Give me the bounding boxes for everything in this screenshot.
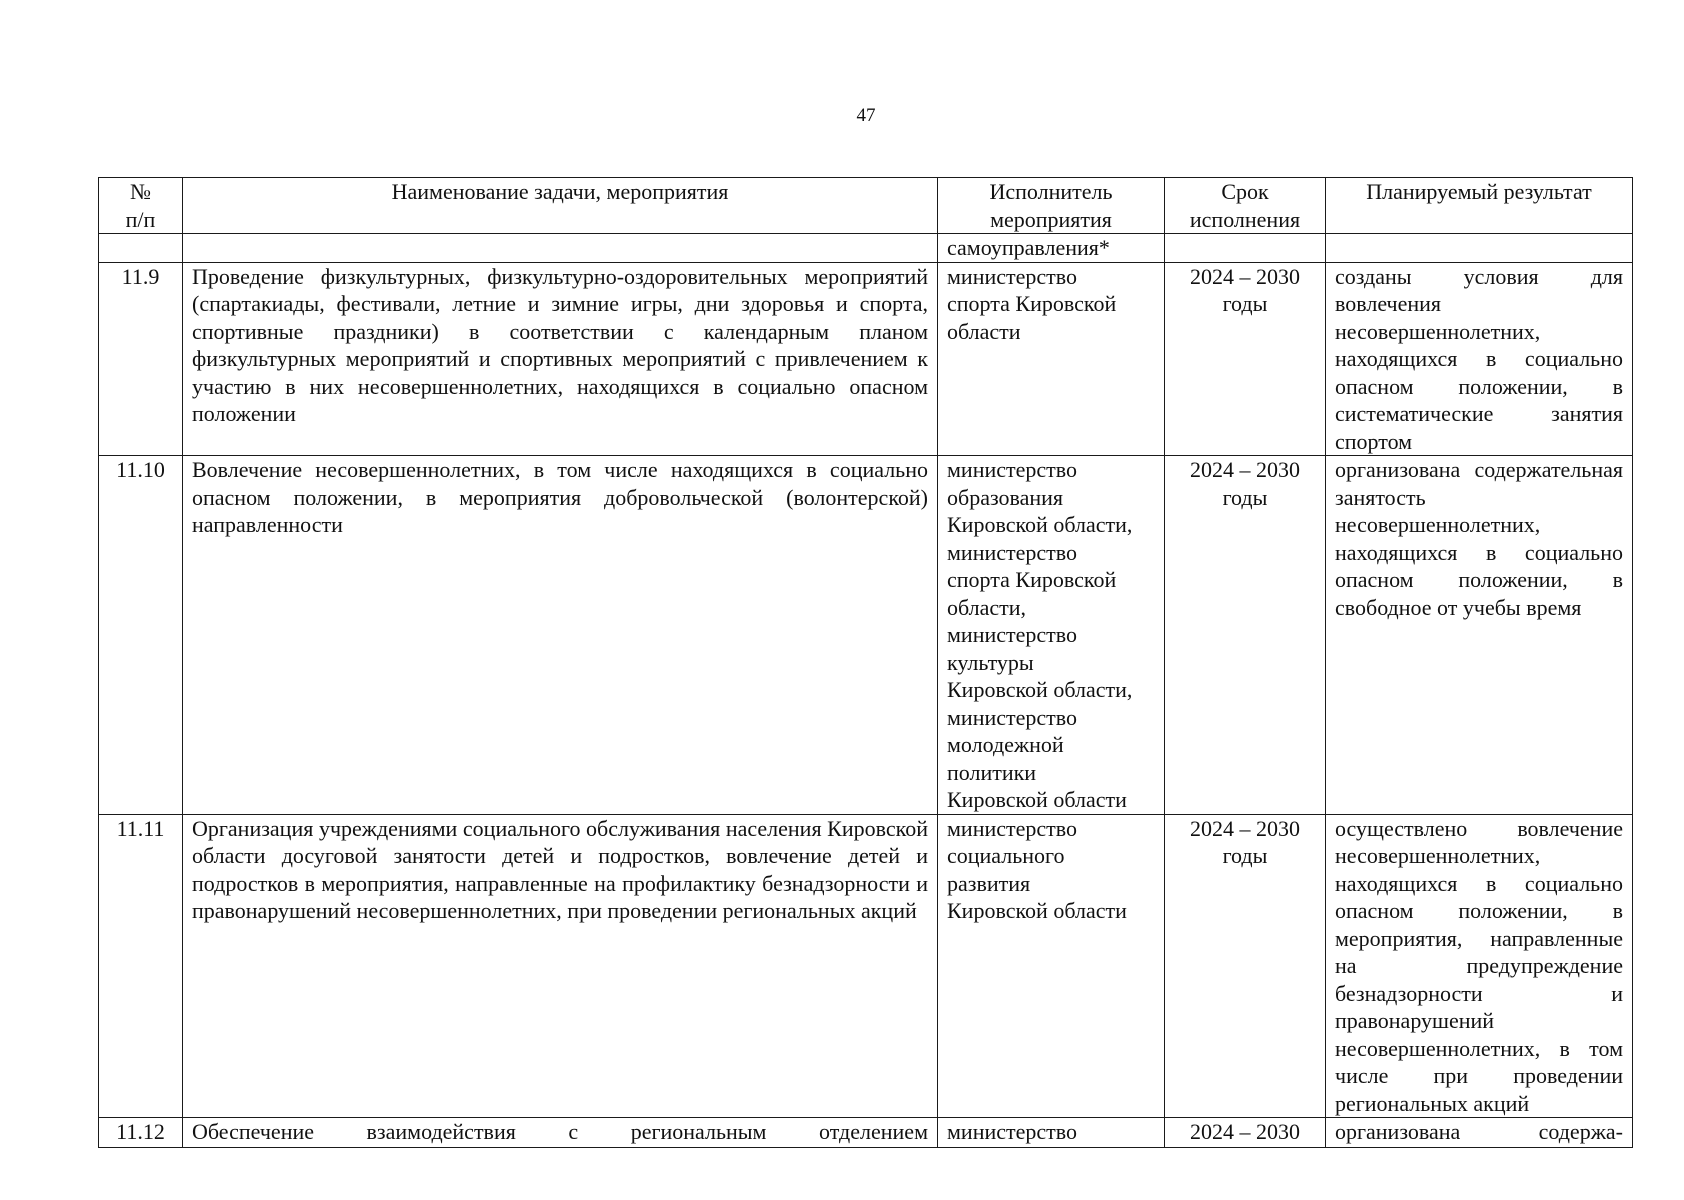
cell-result: организована содержательная занятость несовершеннолетних, находящихся в социально опасном положении, в свободное от учебы время (1326, 456, 1633, 815)
page-number: 47 (856, 105, 876, 126)
table-header-row (99, 178, 1633, 234)
cell-result (1326, 234, 1633, 263)
continuation-row (99, 234, 1633, 263)
cell-task: Вовлечение несовершеннолетних, в том числе находящихся в социально опасном положении, в мероприятия добровольческой (волонтерской) направленности (183, 456, 938, 815)
cell-task (183, 234, 938, 263)
header-result: Планируемый результат (1326, 178, 1633, 234)
cell-term: 2024 – 2030 годы (1165, 262, 1326, 456)
header-executor: Исполнитель мероприятия (938, 178, 1165, 234)
header-num: № п/п (99, 178, 183, 234)
cell-term (1165, 234, 1326, 263)
cell-task: Организация учреждениями социального обслуживания населения Кировской области досуговой занятости детей и подростков, вовлечение детей и подростков в мероприятия, направленные на профилактику безнадзорности и правонарушений несовершеннолетних, при проведении региональных акций (183, 814, 938, 1118)
cell-num: 11.9 (99, 262, 183, 456)
cell-num (99, 234, 183, 263)
cell-executor: министерство (938, 1118, 1165, 1148)
cell-num: 11.12 (99, 1118, 183, 1148)
cell-executor: министерство социального развития Кировской области (938, 814, 1165, 1118)
cell-num: 11.10 (99, 456, 183, 815)
cell-task: Проведение физкультурных, физкультурно-оздоровительных мероприятий (спартакиады, фестивали, летние и зимние игры, дни здоровья и спорта, спортивные праздники) в соответствии с календарным планом физкультурных мероприятий и спортивных мероприятий с привлечением к участию в них несовершеннолетних, находящихся в социально опасном положении (183, 262, 938, 456)
cell-executor: министерство спорта Кировской области (938, 262, 1165, 456)
header-term: Срок исполнения (1165, 178, 1326, 234)
cell-executor: министерство образования Кировской области, министерство спорта Кировской области, министерство культуры Кировской области, министерство молодежной политики Кировской области (938, 456, 1165, 815)
measures-table (98, 177, 1633, 1148)
cell-term: 2024 – 2030 (1165, 1118, 1326, 1148)
table-row (99, 262, 1633, 456)
cell-result: созданы условия для вовлечения несовершеннолетних, находящихся в социально опасном положении, в систематические занятия спортом (1326, 262, 1633, 456)
cell-task: Обеспечение взаимодействия с региональным отделением (183, 1118, 938, 1148)
header-task: Наименование задачи, мероприятия (183, 178, 938, 234)
table-row (99, 1118, 1633, 1148)
cell-result: организована содержа- (1326, 1118, 1633, 1148)
cell-result: осуществлено вовлечение несовершеннолетних, находящихся в социально опасном положении, в мероприятия, направленные на предупреждение безнадзорности и правонарушений несовершеннолетних, в том числе при проведении региональных акций (1326, 814, 1633, 1118)
cell-term: 2024 – 2030 годы (1165, 456, 1326, 815)
cell-term: 2024 – 2030 годы (1165, 814, 1326, 1118)
cell-num: 11.11 (99, 814, 183, 1118)
table-row (99, 456, 1633, 815)
cell-executor: самоуправления* (938, 234, 1165, 263)
table-row (99, 814, 1633, 1118)
